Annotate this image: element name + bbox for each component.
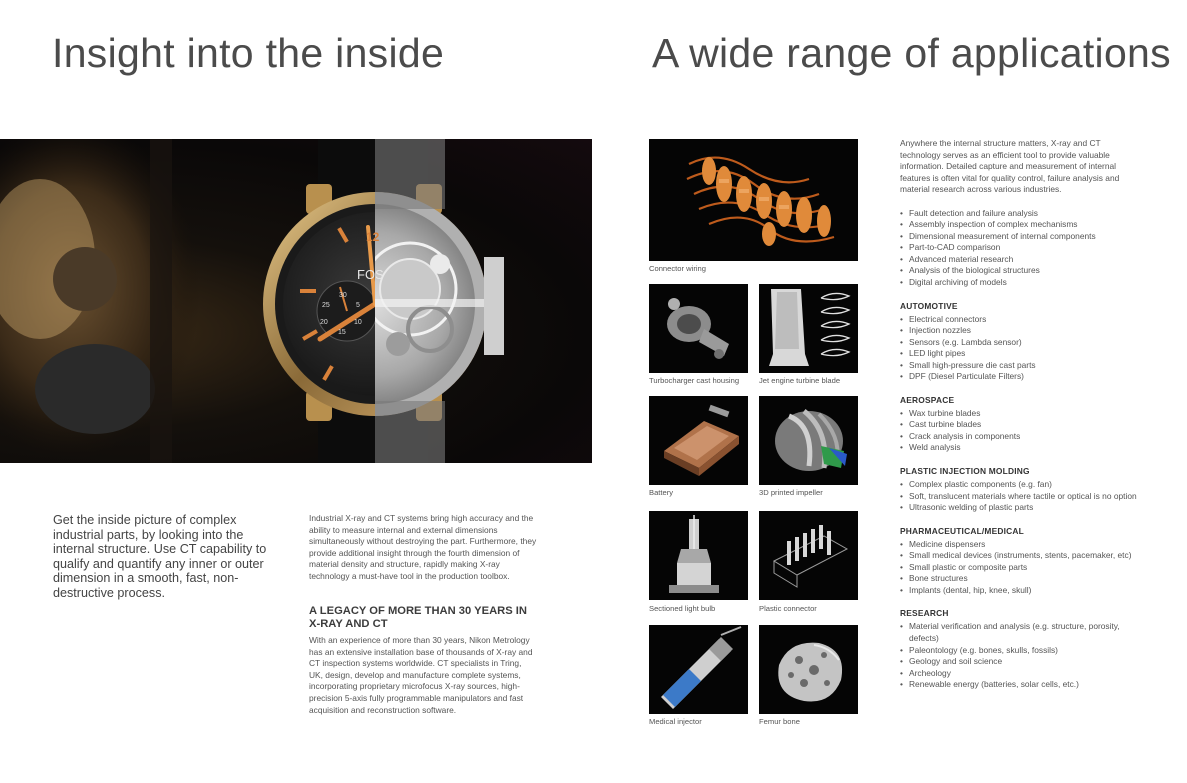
caption-medical-injector: Medical injector	[649, 717, 702, 726]
list-item: • Wax turbine blades	[900, 408, 1140, 420]
list-item: • Electrical connectors	[900, 314, 1140, 326]
caption-plastic-connector: Plastic connector	[759, 604, 817, 613]
pharmaceutical-heading: PHARMACEUTICAL/MEDICAL	[900, 525, 1024, 536]
list-item: • Bone structures	[900, 573, 1140, 585]
dial-number-12: 12	[366, 230, 380, 244]
list-item: • LED light pipes	[900, 348, 1140, 360]
dial-number-30: 30	[339, 292, 347, 299]
femur-bone-image	[759, 625, 858, 714]
research-list	[900, 621, 1140, 690]
dial-number-25: 25	[322, 302, 330, 309]
connector-wiring-image	[649, 139, 858, 261]
aerospace-heading: AEROSPACE	[900, 394, 955, 405]
list-item: • Crack analysis in components	[900, 431, 1140, 443]
list-item: • Soft, translucent materials where tactile or optical is no option	[900, 491, 1140, 503]
list-item: • Injection nozzles	[900, 325, 1140, 337]
plastic-injection-heading: PLASTIC INJECTION MOLDING	[900, 466, 1030, 477]
list-item: • Small medical devices (instruments, stents, pacemaker, etc)	[900, 550, 1140, 562]
caption-connector-wiring: Connector wiring	[649, 264, 706, 273]
list-item: • Part-to-CAD comparison	[900, 242, 1140, 254]
list-item: • Advanced material research	[900, 254, 1140, 266]
research-heading: RESEARCH	[900, 608, 949, 619]
automotive-list	[900, 314, 1140, 383]
applications-intro: Anywhere the internal structure matters, X-ray and CT technology serves as an efficient tool to provide valuable information. Detailed capture and measurement of internal features is often vital for quality control, failure analysis and material research across various industries.	[900, 138, 1120, 195]
caption-light-bulb: Sectioned light bulb	[649, 604, 716, 613]
list-item: • Digital archiving of models	[900, 277, 1140, 289]
list-item: • Archeology	[900, 668, 1140, 680]
list-item: • Cast turbine blades	[900, 419, 1140, 431]
list-item: • Complex plastic components (e.g. fan)	[900, 479, 1140, 491]
caption-impeller: 3D printed impeller	[759, 488, 823, 497]
pharmaceutical-list	[900, 539, 1140, 597]
aerospace-list	[900, 408, 1140, 454]
applications-column	[900, 138, 1140, 691]
light-bulb-image	[649, 511, 748, 600]
list-item: • Small plastic or composite parts	[900, 562, 1140, 574]
page-title-right: A wide range of applications	[652, 30, 1171, 76]
body-paragraph: Industrial X-ray and CT systems bring high accuracy and the ability to measure internal and external dimensions simultaneously without destroying the part. Furthermore, they provide additional insight through the fourth dimension of material density and structure, rapidly making X-ray technology a must-have tool in the production toolbox.	[309, 513, 537, 581]
page-title-left: Insight into the inside	[52, 30, 445, 76]
plastic-connector-image	[759, 511, 858, 600]
plastic-injection-list	[900, 479, 1140, 514]
automotive-heading: AUTOMOTIVE	[900, 300, 958, 311]
caption-femur-bone: Femur bone	[759, 717, 800, 726]
dial-number-5: 5	[356, 302, 360, 309]
list-item: • Implants (dental, hip, knee, skull)	[900, 585, 1140, 597]
dial-number-20: 20	[320, 319, 328, 326]
caption-turbocharger: Turbocharger cast housing	[649, 376, 740, 385]
dial-number-15: 15	[338, 329, 346, 336]
general-applications-list	[900, 208, 1140, 289]
intro-paragraph: Get the inside picture of complex industrial parts, by looking into the internal structure. Use CT capability to qualify and quantify any inner or outer dimension in a smooth, fast, non-destructive process.	[53, 513, 267, 600]
impeller-image	[759, 396, 858, 485]
list-item: • Weld analysis	[900, 442, 1140, 454]
list-item: • Small high-pressure die cast parts	[900, 360, 1140, 372]
dial-number-10: 10	[354, 319, 362, 326]
list-item: • DPF (Diesel Particulate Filters)	[900, 371, 1140, 383]
medical-injector-image	[649, 625, 748, 714]
list-item: • Assembly inspection of complex mechanisms	[900, 219, 1140, 231]
list-item: • Sensors (e.g. Lambda sensor)	[900, 337, 1140, 349]
list-item: • Renewable energy (batteries, solar cells, etc.)	[900, 679, 1140, 691]
list-item: • Analysis of the biological structures	[900, 265, 1140, 277]
list-item: • Dimensional measurement of internal components	[900, 231, 1140, 243]
list-item: • Material verification and analysis (e.g. structure, porosity, defects)	[900, 621, 1140, 644]
list-item: • Ultrasonic welding of plastic parts	[900, 502, 1140, 514]
watch-brand: FOS	[357, 267, 384, 282]
legacy-heading: A LEGACY OF MORE THAN 30 YEARS IN X-RAY AND CT	[309, 605, 527, 630]
caption-battery: Battery	[649, 488, 674, 497]
jet-engine-blade-image	[759, 284, 858, 373]
list-item: • Fault detection and failure analysis	[900, 208, 1140, 220]
list-item: • Medicine dispensers	[900, 539, 1140, 551]
caption-jet-engine: Jet engine turbine blade	[759, 376, 841, 385]
legacy-paragraph: With an experience of more than 30 years, Nikon Metrology has an extensive installation base of thousands of X-ray and CT inspection systems worldwide. CT specialists in Tring, UK, design, develop and manufacture complete systems, incorporating proprietary microfocus X-ray sources, high-precision 5-axis fully programmable manipulators and fast acquisition and reconstruction software.	[309, 635, 533, 715]
turbocharger-image	[649, 284, 748, 373]
list-item: • Geology and soil science	[900, 656, 1140, 668]
battery-image	[649, 396, 748, 485]
list-item: • Paleontology (e.g. bones, skulls, fossils)	[900, 645, 1140, 657]
hero-watch-image	[0, 139, 592, 463]
